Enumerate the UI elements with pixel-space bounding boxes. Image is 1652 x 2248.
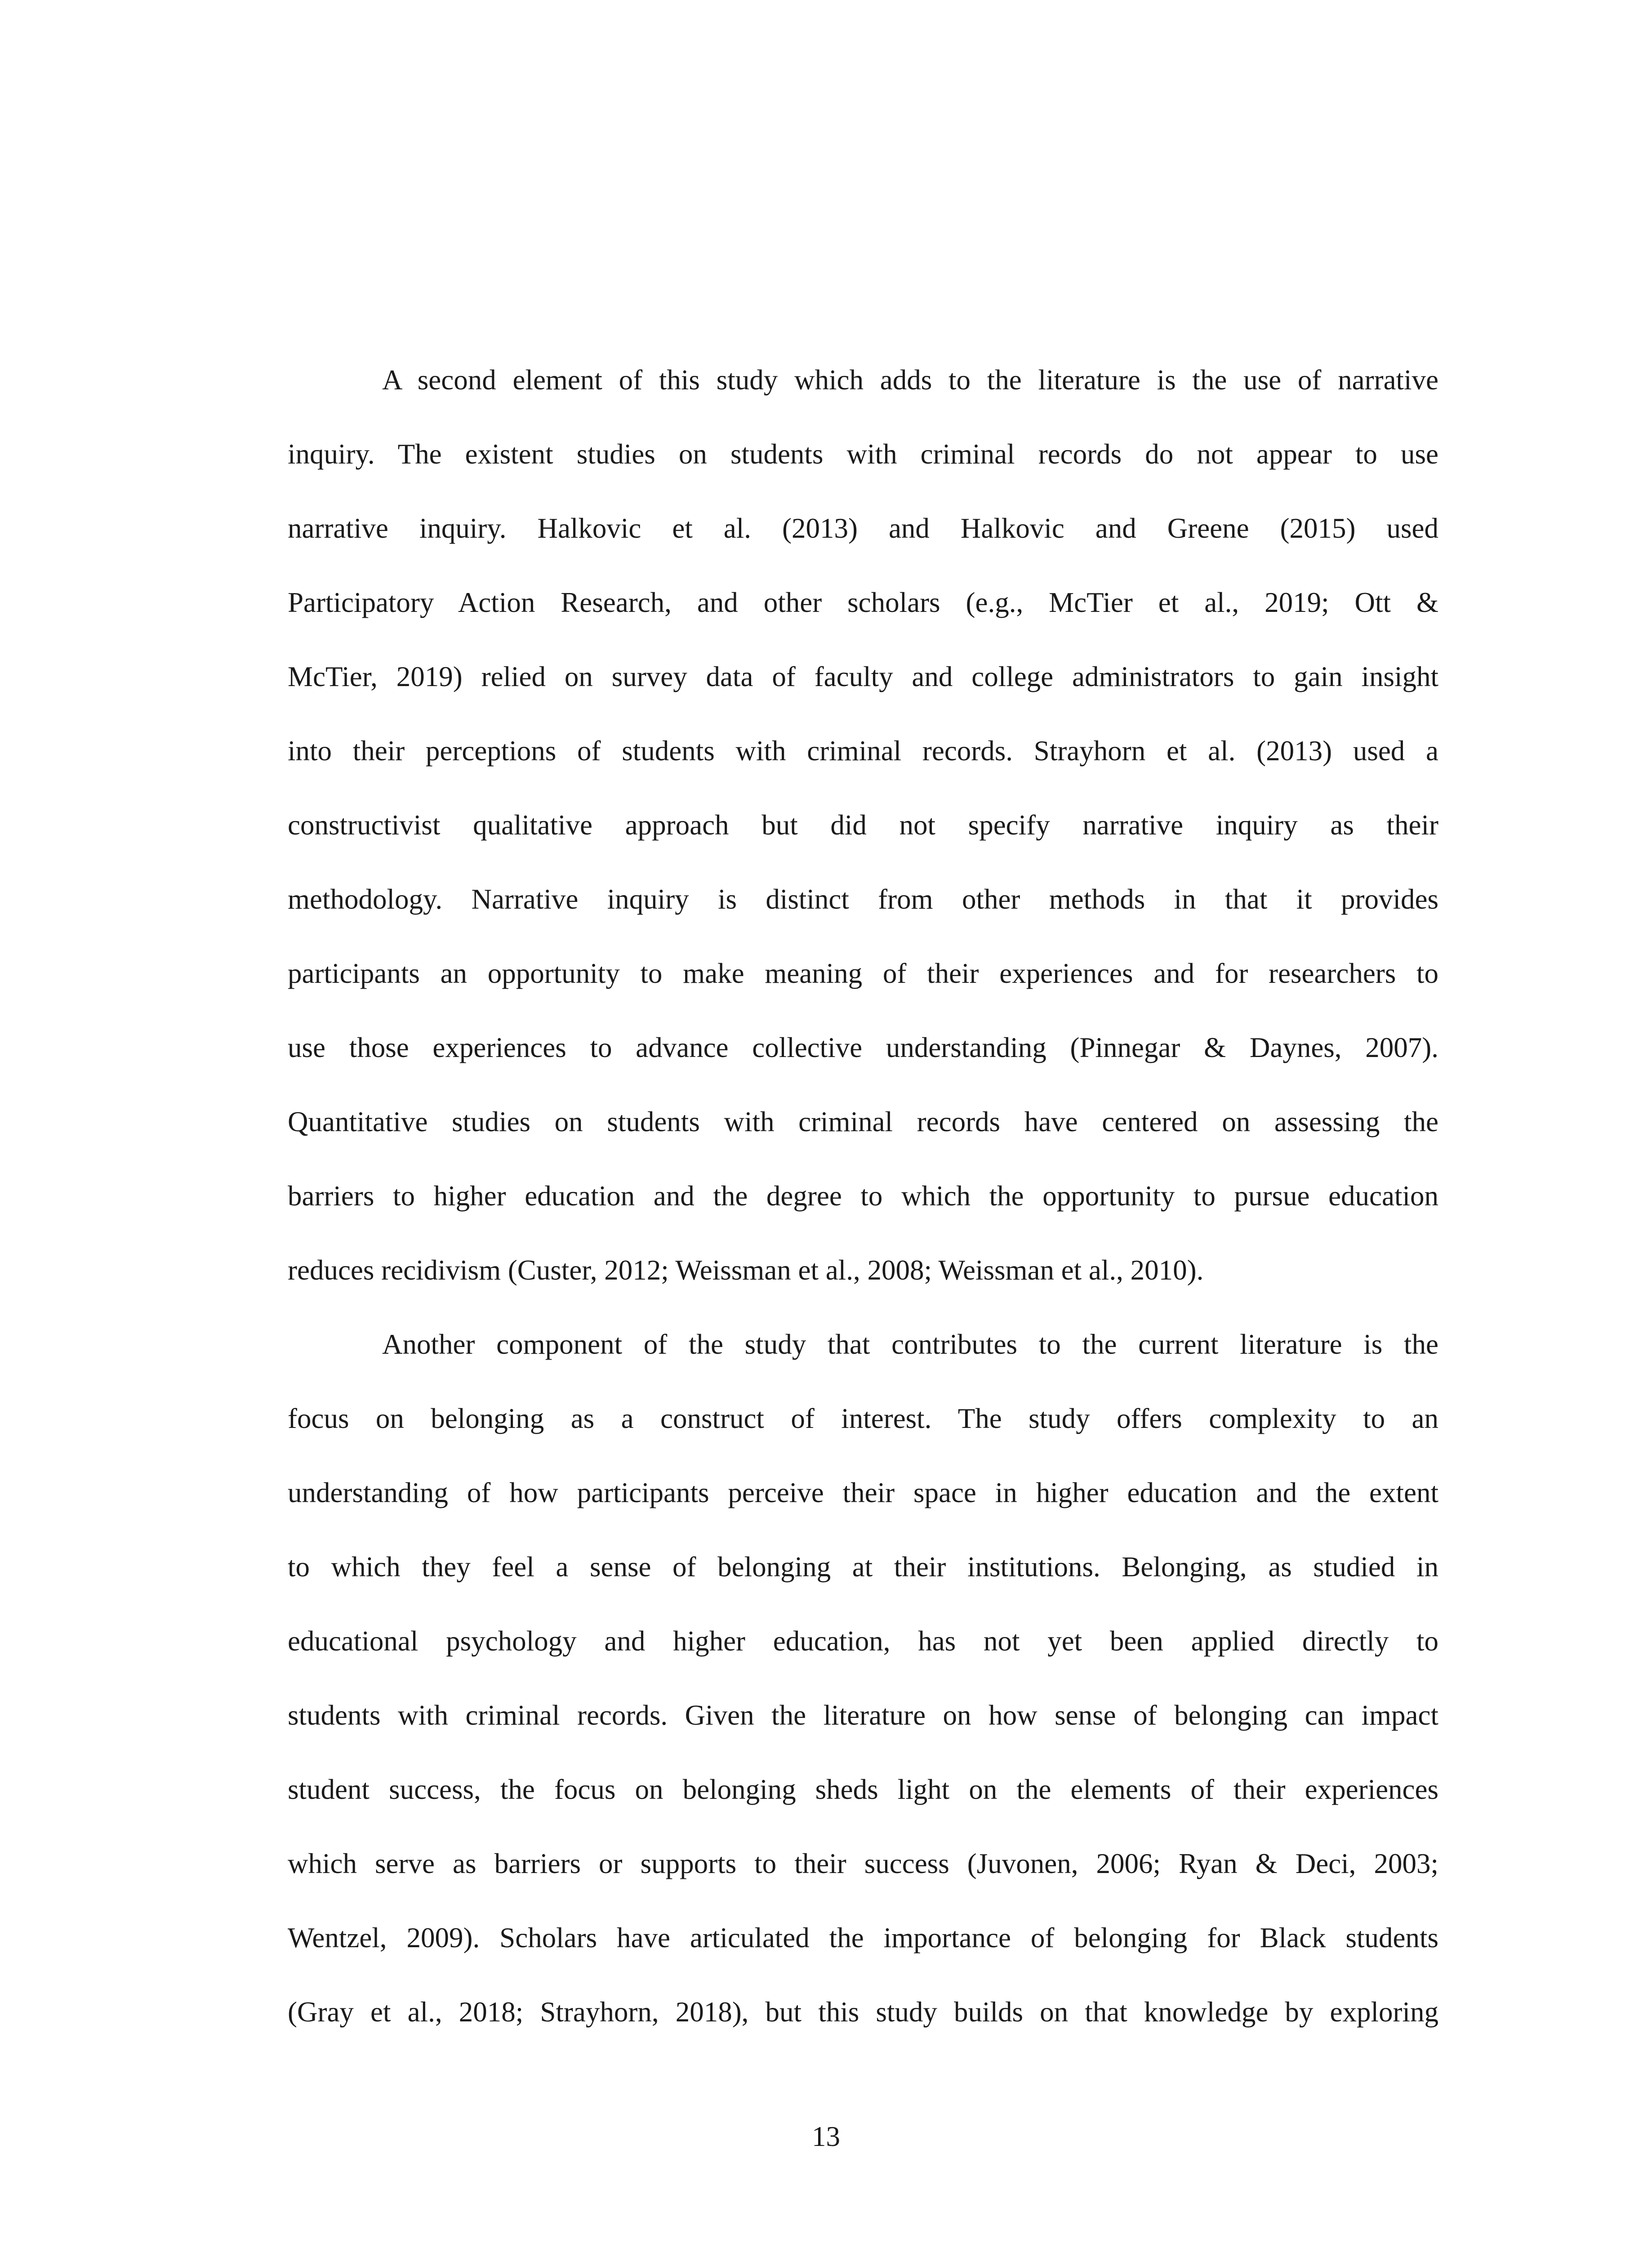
paragraph-2-line-1: Another component of the study that contributes to the current literature is the [382,1329,1438,1360]
page-number: 13 [812,2121,840,2152]
paragraph-1-line-1: A second element of this study which adds to the literature is the use of narrative [382,364,1438,396]
paragraph-2-line-8: which serve as barriers or supports to their success (Juvonen, 2006; Ryan & Deci, 2003; [288,1848,1438,1879]
paragraph-2-line-5: educational psychology and higher education, has not yet been applied directly to [288,1625,1438,1657]
paragraph-1-line-7: constructivist qualitative approach but did not specify narrative inquiry as their [288,809,1438,841]
paragraph-1-line-2: inquiry. The existent studies on students with criminal records do not appear to use [288,438,1438,470]
paragraph-2-line-2: focus on belonging as a construct of interest. The study offers complexity to an [288,1403,1438,1434]
paragraph-1-line-4: Participatory Action Research, and other scholars (e.g., McTier et al., 2019; Ott & [288,587,1438,618]
paragraph-2-line-9: Wentzel, 2009). Scholars have articulated the importance of belonging for Black students [288,1922,1438,1954]
paragraph-2-line-3: understanding of how participants perceive their space in higher education and the extent [288,1477,1438,1508]
paragraph-1-line-8: methodology. Narrative inquiry is distinct from other methods in that it provides [288,883,1438,915]
paragraph-1-line-10: use those experiences to advance collective understanding (Pinnegar & Daynes, 2007). [288,1032,1438,1063]
paragraph-1-line-3: narrative inquiry. Halkovic et al. (2013) and Halkovic and Greene (2015) used [288,513,1438,544]
paragraph-2-line-4: to which they feel a sense of belonging at their institutions. Belonging, as studied in [288,1551,1438,1583]
paragraph-2-line-10: (Gray et al., 2018; Strayhorn, 2018), but this study builds on that knowledge by exploring [288,1996,1438,2028]
paragraph-2-line-6: students with criminal records. Given the literature on how sense of belonging can impact [288,1699,1438,1731]
paragraph-1-line-11: Quantitative studies on students with criminal records have centered on assessing the [288,1106,1438,1137]
paragraph-1-line-13: reduces recidivism (Custer, 2012; Weissman et al., 2008; Weissman et al., 2010). [288,1254,1204,1286]
paragraph-1-line-9: participants an opportunity to make meaning of their experiences and for researchers to [288,958,1438,989]
paragraph-2-line-7: student success, the focus on belonging sheds light on the elements of their experiences [288,1774,1438,1805]
paragraph-1-line-12: barriers to higher education and the degree to which the opportunity to pursue education [288,1180,1438,1212]
paragraph-1-line-6: into their perceptions of students with criminal records. Strayhorn et al. (2013) used a [288,735,1438,767]
paragraph-1-line-5: McTier, 2019) relied on survey data of faculty and college administrators to gain insight [288,661,1438,692]
